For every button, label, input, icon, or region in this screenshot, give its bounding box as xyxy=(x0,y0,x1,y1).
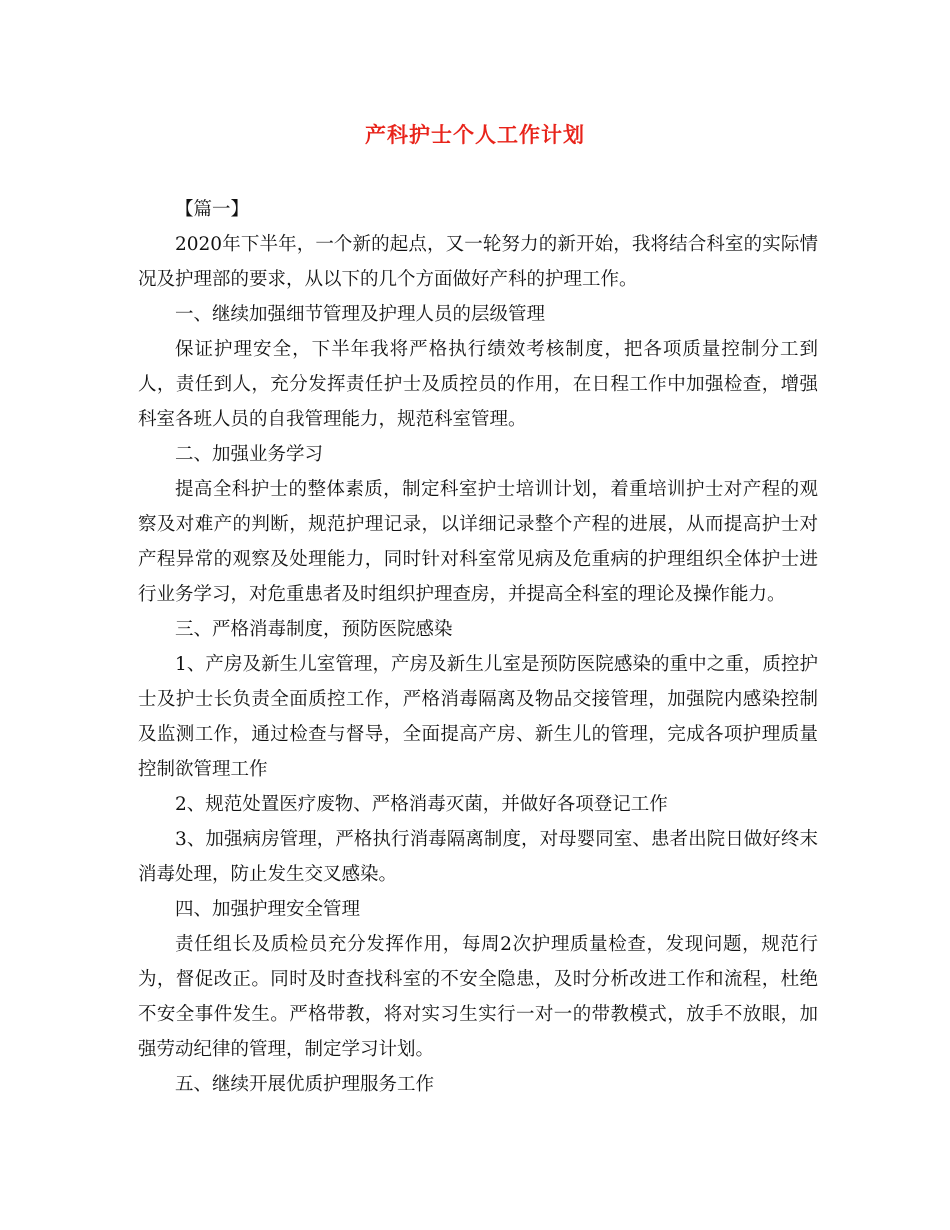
document-title: 产科护士个人工作计划 xyxy=(365,122,585,147)
paragraph-section-1: 保证护理安全，下半年我将严格执行绩效考核制度，把各项质量控制分工到人，责任到人，充分发挥责任护士及质控员的作用，在日程工作中加强检查，增强科室各班人员的自我管理能力，规范科室管理。 xyxy=(138,339,818,430)
heading-section-4: 四、加强护理安全管理 xyxy=(175,899,361,920)
paragraph-section-3-item-2: 2、规范处置医疗废物、严格消毒灭菌，并做好各项登记工作 xyxy=(175,794,668,815)
paragraph-section-3-item-1: 1、产房及新生儿室管理，产房及新生儿室是预防医院感染的重中之重，质控护士及护士长负责全面质控工作，严格消毒隔离及物品交接管理，加强院内感染控制及监测工作，通过检查与督导，全面提高产房、新生儿的管理，完成各项护理质量控制欲管理工作 xyxy=(138,654,818,780)
paragraph-section-2: 提高全科护士的整体素质，制定科室护士培训计划，着重培训护士对产程的观察及对难产的判断，规范护理记录，以详细记录整个产程的进展，从而提高护士对产程异常的观察及处理能力，同时针对科室常见病及危重病的护理组织全体护士进行业务学习，对危重患者及时组织护理查房，并提高全科室的理论及操作能力。 xyxy=(138,479,818,605)
section-label-part-one: 【篇一】 xyxy=(175,199,250,220)
paragraph-intro: 2020年下半年，一个新的起点，又一轮努力的新开始，我将结合科室的实际情况及护理部的要求，从以下的几个方面做好产科的护理工作。 xyxy=(138,234,818,290)
paragraph-section-4: 责任组长及质检员充分发挥作用，每周2次护理质量检查，发现问题，规范行为，督促改正。同时及时查找科室的不安全隐患，及时分析改进工作和流程，杜绝不安全事件发生。严格带教，将对实习生实行一对一的带教模式，放手不放眼，加强劳动纪律的管理，制定学习计划。 xyxy=(138,934,818,1060)
heading-section-2: 二、加强业务学习 xyxy=(175,444,324,465)
document-body xyxy=(138,192,818,1102)
heading-section-5: 五、继续开展优质护理服务工作 xyxy=(175,1074,435,1095)
heading-section-3: 三、严格消毒制度，预防医院感染 xyxy=(175,619,453,640)
paragraph-section-3-item-3: 3、加强病房管理，严格执行消毒隔离制度，对母婴同室、患者出院日做好终末消毒处理，防止发生交叉感染。 xyxy=(138,829,818,885)
heading-section-1: 一、继续加强细节管理及护理人员的层级管理 xyxy=(175,304,546,325)
